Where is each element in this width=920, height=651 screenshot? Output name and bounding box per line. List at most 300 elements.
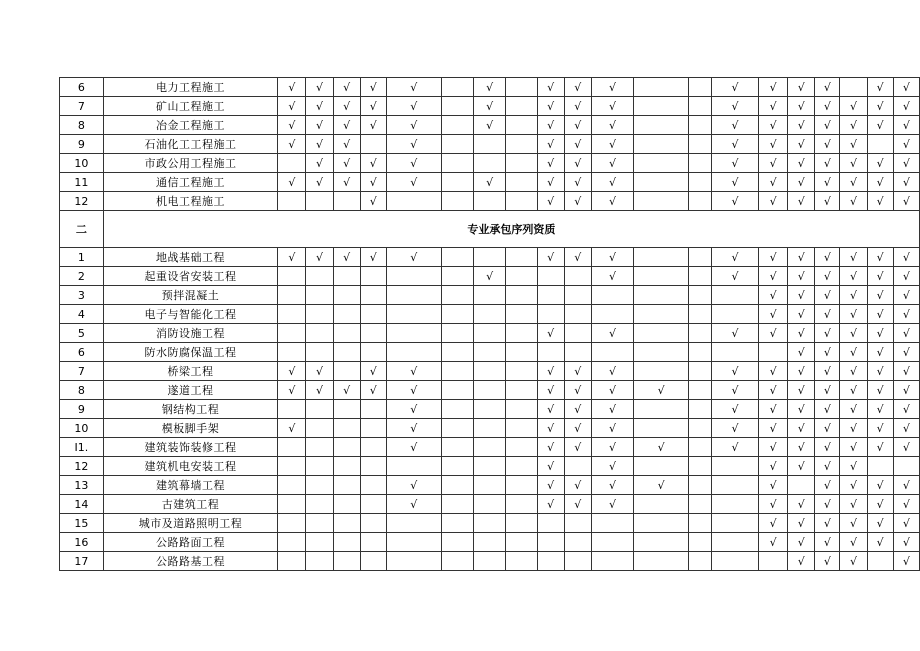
check-cell: √ xyxy=(840,192,867,211)
check-cell xyxy=(474,192,506,211)
table-row xyxy=(60,305,920,324)
check-cell: √ xyxy=(591,495,633,514)
check-cell xyxy=(441,514,474,533)
check-cell xyxy=(333,533,360,552)
check-cell xyxy=(474,248,506,267)
row-number: 7 xyxy=(60,362,104,381)
check-cell: √ xyxy=(386,135,441,154)
check-cell: √ xyxy=(564,135,591,154)
check-cell xyxy=(306,192,333,211)
check-cell: √ xyxy=(893,286,919,305)
check-cell xyxy=(689,438,712,457)
check-cell xyxy=(441,324,474,343)
check-cell xyxy=(564,286,591,305)
row-number: 8 xyxy=(60,116,104,135)
check-cell: √ xyxy=(537,135,564,154)
check-cell: √ xyxy=(711,116,758,135)
check-cell: √ xyxy=(840,248,867,267)
check-cell: √ xyxy=(867,248,893,267)
check-cell: √ xyxy=(893,267,919,286)
check-cell xyxy=(360,533,386,552)
check-cell xyxy=(506,135,538,154)
check-cell: √ xyxy=(711,362,758,381)
check-cell: √ xyxy=(386,419,441,438)
check-cell: √ xyxy=(759,514,788,533)
check-cell: √ xyxy=(564,419,591,438)
check-cell xyxy=(441,154,474,173)
check-cell: √ xyxy=(386,495,441,514)
check-cell: √ xyxy=(788,192,815,211)
check-cell xyxy=(840,78,867,97)
check-cell: √ xyxy=(867,173,893,192)
check-cell: √ xyxy=(867,267,893,286)
check-cell: √ xyxy=(591,324,633,343)
check-cell xyxy=(506,400,538,419)
check-cell: √ xyxy=(278,116,306,135)
check-cell xyxy=(634,78,689,97)
check-cell: √ xyxy=(759,438,788,457)
check-cell: √ xyxy=(840,135,867,154)
check-cell xyxy=(360,267,386,286)
check-cell: √ xyxy=(815,495,840,514)
check-cell xyxy=(689,381,712,400)
check-cell: √ xyxy=(333,381,360,400)
check-cell: √ xyxy=(360,381,386,400)
check-cell: √ xyxy=(306,154,333,173)
row-number: 1 xyxy=(60,248,104,267)
check-cell xyxy=(360,457,386,476)
check-cell: √ xyxy=(840,305,867,324)
check-cell xyxy=(441,457,474,476)
check-cell: √ xyxy=(591,116,633,135)
check-cell xyxy=(689,116,712,135)
check-cell xyxy=(306,438,333,457)
check-cell xyxy=(564,343,591,362)
check-cell xyxy=(634,400,689,419)
check-cell xyxy=(506,173,538,192)
check-cell: √ xyxy=(278,135,306,154)
check-cell: √ xyxy=(537,97,564,116)
check-cell: √ xyxy=(591,192,633,211)
check-cell: √ xyxy=(759,248,788,267)
check-cell: √ xyxy=(537,78,564,97)
check-cell xyxy=(306,476,333,495)
check-cell xyxy=(474,343,506,362)
check-cell xyxy=(506,192,538,211)
check-cell xyxy=(474,154,506,173)
row-number: 9 xyxy=(60,135,104,154)
check-cell xyxy=(306,324,333,343)
check-cell: √ xyxy=(360,362,386,381)
check-cell xyxy=(278,267,306,286)
check-cell xyxy=(474,305,506,324)
check-cell: √ xyxy=(278,97,306,116)
check-cell xyxy=(759,343,788,362)
check-cell xyxy=(474,400,506,419)
check-cell: √ xyxy=(759,267,788,286)
check-cell xyxy=(441,248,474,267)
row-number: 2 xyxy=(60,267,104,286)
check-cell: √ xyxy=(759,173,788,192)
check-cell: √ xyxy=(759,154,788,173)
check-cell: √ xyxy=(759,495,788,514)
table-row xyxy=(60,533,920,552)
check-cell xyxy=(278,305,306,324)
check-cell: √ xyxy=(564,476,591,495)
check-cell xyxy=(441,552,474,571)
check-cell xyxy=(506,362,538,381)
table-row xyxy=(60,248,920,267)
check-cell: √ xyxy=(333,154,360,173)
check-cell xyxy=(278,192,306,211)
check-cell: √ xyxy=(333,116,360,135)
row-number: 7 xyxy=(60,97,104,116)
check-cell xyxy=(474,438,506,457)
check-cell: √ xyxy=(893,343,919,362)
check-cell: √ xyxy=(893,533,919,552)
row-number: 12 xyxy=(60,192,104,211)
check-cell xyxy=(278,438,306,457)
check-cell: √ xyxy=(815,419,840,438)
check-cell: √ xyxy=(840,343,867,362)
check-cell: √ xyxy=(537,457,564,476)
check-cell xyxy=(506,324,538,343)
check-cell: √ xyxy=(788,78,815,97)
qualification-table xyxy=(59,77,920,571)
check-cell: √ xyxy=(537,362,564,381)
check-cell xyxy=(441,78,474,97)
check-cell xyxy=(689,78,712,97)
check-cell: √ xyxy=(306,248,333,267)
check-cell: √ xyxy=(386,248,441,267)
table-row xyxy=(60,495,920,514)
check-cell: √ xyxy=(815,267,840,286)
check-cell xyxy=(306,305,333,324)
check-cell xyxy=(634,514,689,533)
check-cell: √ xyxy=(474,78,506,97)
check-cell: √ xyxy=(711,419,758,438)
check-cell: √ xyxy=(788,457,815,476)
check-cell xyxy=(867,552,893,571)
check-cell: √ xyxy=(759,381,788,400)
check-cell: √ xyxy=(333,135,360,154)
check-cell xyxy=(333,324,360,343)
check-cell xyxy=(386,343,441,362)
check-cell xyxy=(634,419,689,438)
check-cell xyxy=(333,343,360,362)
check-cell xyxy=(474,552,506,571)
row-number: 4 xyxy=(60,305,104,324)
check-cell xyxy=(441,400,474,419)
table-row xyxy=(60,267,920,286)
row-name: 钢结构工程 xyxy=(103,400,278,419)
check-cell: √ xyxy=(788,286,815,305)
table-row xyxy=(60,343,920,362)
row-number: 9 xyxy=(60,400,104,419)
check-cell xyxy=(386,457,441,476)
check-cell xyxy=(634,533,689,552)
check-cell: √ xyxy=(815,533,840,552)
check-cell xyxy=(333,552,360,571)
check-cell: √ xyxy=(867,97,893,116)
check-cell: √ xyxy=(788,419,815,438)
check-cell xyxy=(711,343,758,362)
check-cell xyxy=(689,286,712,305)
check-cell: √ xyxy=(893,552,919,571)
check-cell: √ xyxy=(591,248,633,267)
check-cell xyxy=(506,438,538,457)
check-cell xyxy=(506,343,538,362)
check-cell: √ xyxy=(815,438,840,457)
check-cell xyxy=(689,514,712,533)
check-cell xyxy=(333,438,360,457)
check-cell: √ xyxy=(867,533,893,552)
check-cell xyxy=(333,362,360,381)
check-cell: √ xyxy=(788,514,815,533)
check-cell: √ xyxy=(278,78,306,97)
check-cell xyxy=(278,286,306,305)
check-cell xyxy=(333,514,360,533)
check-cell: √ xyxy=(711,248,758,267)
row-name: 石油化工工程施工 xyxy=(103,135,278,154)
check-cell xyxy=(711,286,758,305)
check-cell xyxy=(689,400,712,419)
check-cell xyxy=(441,438,474,457)
check-cell xyxy=(537,514,564,533)
check-cell: √ xyxy=(867,116,893,135)
check-cell xyxy=(306,400,333,419)
check-cell xyxy=(506,495,538,514)
check-cell: √ xyxy=(815,286,840,305)
check-cell: √ xyxy=(867,476,893,495)
check-cell: √ xyxy=(815,154,840,173)
check-cell xyxy=(506,248,538,267)
check-cell: √ xyxy=(333,78,360,97)
check-cell xyxy=(689,248,712,267)
check-cell: √ xyxy=(591,135,633,154)
check-cell xyxy=(441,343,474,362)
check-cell: √ xyxy=(591,154,633,173)
check-cell: √ xyxy=(634,476,689,495)
row-name: 机电工程施工 xyxy=(103,192,278,211)
check-cell: √ xyxy=(840,457,867,476)
check-cell xyxy=(333,419,360,438)
row-name: 公路路面工程 xyxy=(103,533,278,552)
check-cell: √ xyxy=(867,154,893,173)
table-row xyxy=(60,173,920,192)
row-number: 5 xyxy=(60,324,104,343)
check-cell: √ xyxy=(278,173,306,192)
check-cell xyxy=(474,533,506,552)
check-cell: √ xyxy=(759,97,788,116)
row-number: 10 xyxy=(60,419,104,438)
check-cell xyxy=(386,324,441,343)
check-cell xyxy=(441,267,474,286)
check-cell: √ xyxy=(893,248,919,267)
check-cell xyxy=(634,286,689,305)
check-cell xyxy=(360,135,386,154)
check-cell xyxy=(634,457,689,476)
check-cell xyxy=(689,476,712,495)
check-cell: √ xyxy=(591,78,633,97)
check-cell xyxy=(474,362,506,381)
check-cell: √ xyxy=(893,514,919,533)
table-row xyxy=(60,192,920,211)
check-cell: √ xyxy=(893,192,919,211)
check-cell xyxy=(306,514,333,533)
check-cell: √ xyxy=(815,457,840,476)
check-cell xyxy=(634,154,689,173)
check-cell: √ xyxy=(591,362,633,381)
check-cell xyxy=(360,476,386,495)
check-cell xyxy=(441,286,474,305)
row-number: 6 xyxy=(60,78,104,97)
check-cell: √ xyxy=(788,343,815,362)
check-cell xyxy=(306,419,333,438)
check-cell xyxy=(689,173,712,192)
check-cell xyxy=(564,457,591,476)
check-cell: √ xyxy=(591,97,633,116)
check-cell: √ xyxy=(867,78,893,97)
table-row xyxy=(60,419,920,438)
check-cell xyxy=(333,286,360,305)
check-cell xyxy=(689,192,712,211)
check-cell xyxy=(441,381,474,400)
section1-body xyxy=(60,78,920,211)
check-cell: √ xyxy=(788,267,815,286)
check-cell: √ xyxy=(759,286,788,305)
check-cell xyxy=(564,533,591,552)
check-cell: √ xyxy=(788,533,815,552)
check-cell xyxy=(564,267,591,286)
check-cell xyxy=(441,495,474,514)
check-cell xyxy=(360,514,386,533)
check-cell xyxy=(441,305,474,324)
check-cell xyxy=(441,116,474,135)
check-cell xyxy=(441,173,474,192)
check-cell: √ xyxy=(893,154,919,173)
check-cell: √ xyxy=(840,324,867,343)
check-cell: √ xyxy=(564,248,591,267)
check-cell: √ xyxy=(759,400,788,419)
row-name: 建筑幕墙工程 xyxy=(103,476,278,495)
row-name: 预拌混凝土 xyxy=(103,286,278,305)
check-cell xyxy=(506,78,538,97)
row-name: 公路路基工程 xyxy=(103,552,278,571)
table-row xyxy=(60,438,920,457)
check-cell: √ xyxy=(474,116,506,135)
check-cell xyxy=(386,514,441,533)
check-cell xyxy=(306,286,333,305)
row-name: 桥梁工程 xyxy=(103,362,278,381)
check-cell: √ xyxy=(815,381,840,400)
table-row xyxy=(60,400,920,419)
check-cell xyxy=(711,514,758,533)
check-cell xyxy=(634,267,689,286)
check-cell: √ xyxy=(788,495,815,514)
check-cell: √ xyxy=(815,248,840,267)
check-cell: √ xyxy=(788,381,815,400)
check-cell: √ xyxy=(564,192,591,211)
check-cell: √ xyxy=(815,78,840,97)
check-cell: √ xyxy=(815,476,840,495)
check-cell xyxy=(689,305,712,324)
check-cell xyxy=(333,495,360,514)
check-cell: √ xyxy=(867,400,893,419)
check-cell: √ xyxy=(591,419,633,438)
check-cell: √ xyxy=(537,248,564,267)
check-cell xyxy=(689,343,712,362)
check-cell xyxy=(591,552,633,571)
check-cell: √ xyxy=(867,192,893,211)
check-cell: √ xyxy=(893,381,919,400)
check-cell: √ xyxy=(474,267,506,286)
check-cell: √ xyxy=(360,173,386,192)
check-cell xyxy=(306,343,333,362)
row-name: 古建筑工程 xyxy=(103,495,278,514)
row-name: 电子与智能化工程 xyxy=(103,305,278,324)
check-cell xyxy=(634,116,689,135)
check-cell: √ xyxy=(333,173,360,192)
check-cell xyxy=(711,305,758,324)
check-cell xyxy=(278,514,306,533)
check-cell: √ xyxy=(840,97,867,116)
check-cell xyxy=(278,324,306,343)
row-name: 建筑装饰装修工程 xyxy=(103,438,278,457)
check-cell: √ xyxy=(788,305,815,324)
check-cell: √ xyxy=(893,116,919,135)
check-cell: √ xyxy=(634,381,689,400)
check-cell xyxy=(689,533,712,552)
row-name: 电力工程施工 xyxy=(103,78,278,97)
check-cell: √ xyxy=(591,457,633,476)
check-cell xyxy=(360,305,386,324)
check-cell xyxy=(867,457,893,476)
check-cell xyxy=(591,514,633,533)
check-cell: √ xyxy=(815,135,840,154)
check-cell: √ xyxy=(386,97,441,116)
check-cell xyxy=(333,476,360,495)
check-cell: √ xyxy=(815,362,840,381)
check-cell: √ xyxy=(815,514,840,533)
check-cell: √ xyxy=(815,324,840,343)
check-cell: √ xyxy=(711,438,758,457)
check-cell xyxy=(360,438,386,457)
check-cell: √ xyxy=(591,438,633,457)
check-cell xyxy=(278,154,306,173)
check-cell xyxy=(474,135,506,154)
check-cell: √ xyxy=(564,400,591,419)
check-cell: √ xyxy=(333,97,360,116)
check-cell xyxy=(506,154,538,173)
check-cell xyxy=(689,135,712,154)
check-cell xyxy=(278,533,306,552)
check-cell xyxy=(506,97,538,116)
check-cell xyxy=(360,419,386,438)
check-cell xyxy=(689,495,712,514)
check-cell: √ xyxy=(840,438,867,457)
check-cell: √ xyxy=(591,381,633,400)
check-cell: √ xyxy=(840,495,867,514)
check-cell xyxy=(333,457,360,476)
check-cell: √ xyxy=(840,552,867,571)
check-cell: √ xyxy=(893,173,919,192)
check-cell xyxy=(689,267,712,286)
check-cell: √ xyxy=(840,286,867,305)
check-cell xyxy=(386,305,441,324)
check-cell xyxy=(333,192,360,211)
check-cell xyxy=(333,305,360,324)
